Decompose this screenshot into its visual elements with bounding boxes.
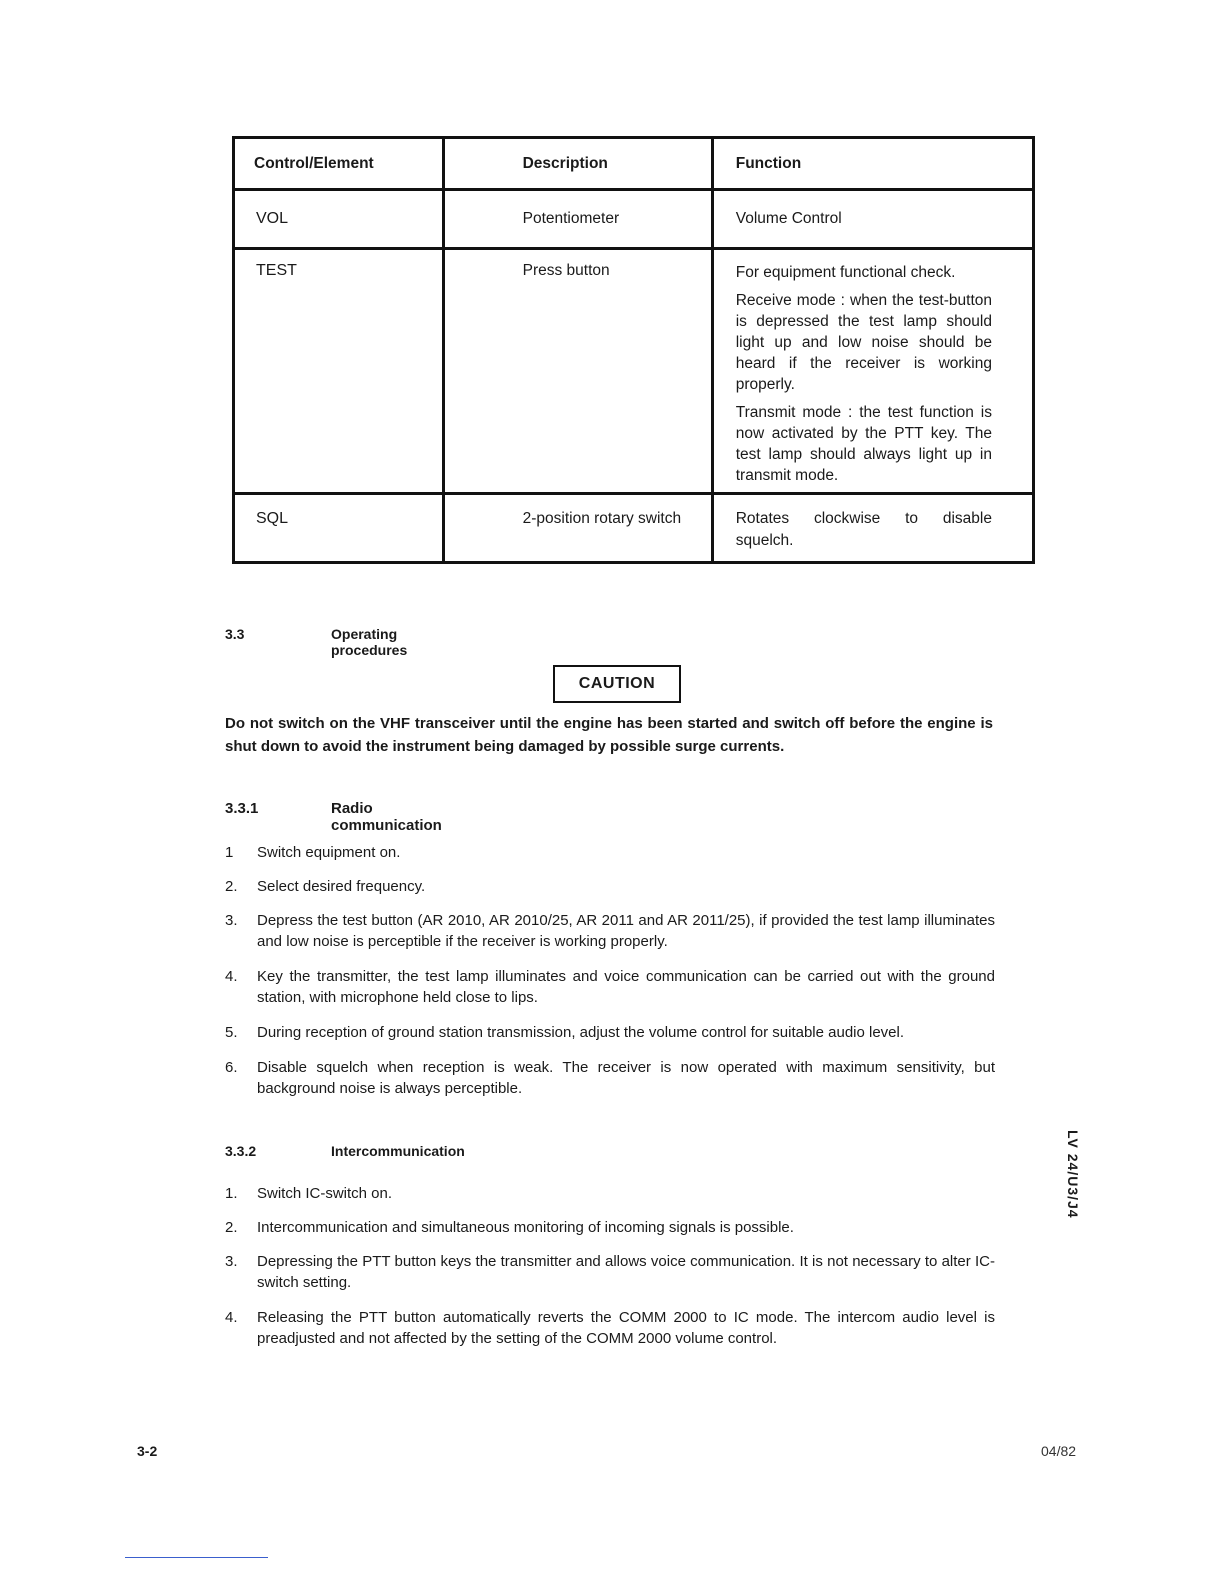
table-cell <box>712 494 1033 563</box>
step-number: 3. <box>225 912 238 929</box>
step-number: 1. <box>225 1185 238 1202</box>
page-number: 3-2 <box>137 1443 158 1459</box>
header-description: Description <box>522 154 608 172</box>
table-cell <box>234 249 444 494</box>
list-item <box>225 876 425 897</box>
step-text: Switch IC-switch on. <box>257 1185 393 1202</box>
step-text: Intercommunication and simultaneous monitoring of incoming signals is possible. <box>257 1219 794 1236</box>
step-number: 2. <box>225 1219 238 1236</box>
step-text: Switch equipment on. <box>257 844 401 861</box>
control-description: 2-position rotary switch <box>522 510 682 527</box>
table-cell <box>234 494 444 563</box>
table-cell <box>712 249 1033 494</box>
list-item <box>225 1022 904 1043</box>
list-item <box>225 1217 794 1238</box>
control-function <box>714 250 1032 492</box>
step-text: Key the transmitter, the test lamp illuminates and voice communication can be carried out with the ground station, with microphone held close to lips. <box>257 968 995 1006</box>
section-title: Operating procedures <box>331 626 408 658</box>
control-name: VOL <box>256 210 289 227</box>
list-item <box>225 1307 995 1349</box>
step-text: Depressing the PTT button keys the transmitter and allows voice communication. It is not necessary to alter IC-switch setting. <box>257 1253 995 1291</box>
table-header-cell <box>234 138 444 190</box>
table-cell <box>443 249 712 494</box>
table-header-row <box>234 138 1034 190</box>
section-number: 3.3.2 <box>225 1143 257 1159</box>
step-number: 3. <box>225 1253 238 1270</box>
bottom-divider <box>125 1557 268 1558</box>
control-function: Rotates clockwise to disable squelch. <box>735 510 992 549</box>
side-document-code: LV 24/U3/J4 <box>1065 1130 1081 1219</box>
table-cell <box>443 494 712 563</box>
table-cell <box>443 190 712 249</box>
control-name: TEST <box>256 262 297 279</box>
step-number: 4. <box>225 968 238 985</box>
control-function: Volume Control <box>735 210 842 227</box>
step-text: Disable squelch when reception is weak. The receiver is now operated with maximum sensitivity, but background noise is always perceptible. <box>257 1059 995 1097</box>
function-paragraph: For equipment functional check. <box>735 264 956 281</box>
step-number: 6. <box>225 1059 238 1076</box>
table-row <box>234 249 1034 494</box>
step-number: 2. <box>225 878 238 895</box>
table-header-cell <box>443 138 712 190</box>
section-number: 3.3 <box>225 626 245 642</box>
step-text: Select desired frequency. <box>257 878 426 895</box>
table-row <box>234 494 1034 563</box>
step-text: During reception of ground station transmission, adjust the volume control for suitable audio level. <box>257 1024 905 1041</box>
table-header-cell <box>712 138 1033 190</box>
list-item <box>225 966 995 1008</box>
control-description: Potentiometer <box>522 210 620 227</box>
list-item <box>225 842 400 863</box>
table-row <box>234 190 1034 249</box>
list-item <box>225 1183 392 1204</box>
list-item <box>225 1057 995 1099</box>
list-item <box>225 1251 995 1293</box>
caution-box: CAUTION <box>553 665 681 703</box>
table-cell <box>234 190 444 249</box>
step-number: 5. <box>225 1024 238 1041</box>
step-text: Releasing the PTT button automatically reverts the COMM 2000 to IC mode. The intercom audio level is preadjusted and not affected by the setting of the COMM 2000 volume control. <box>257 1309 995 1347</box>
step-number: 1 <box>225 844 234 861</box>
list-item <box>225 910 995 952</box>
control-name: SQL <box>256 510 289 527</box>
controls-table <box>232 136 1035 564</box>
step-text: Depress the test button (AR 2010, AR 2010/25, AR 2011 and AR 2011/25), if provided the test lamp illuminates and low noise is perceptible if the receiver is working properly. <box>257 912 995 950</box>
header-control: Control/Element <box>254 154 374 172</box>
caution-text: Do not switch on the VHF transceiver until the engine has been started and switch off before the engine is shut down to avoid the instrument being damaged by possible surge currents. <box>225 715 993 755</box>
function-paragraph: Receive mode : when the test-button is depressed the test lamp should light up and low noise should be heard if the receiver is working properly. <box>735 292 992 393</box>
step-number: 4. <box>225 1309 238 1326</box>
revision-date: 04/82 <box>1041 1443 1077 1459</box>
section-title: Intercommunication <box>331 1143 465 1159</box>
table-cell <box>712 190 1033 249</box>
section-number: 3.3.1 <box>225 800 259 817</box>
control-description: Press button <box>522 262 610 279</box>
function-paragraph: Transmit mode : the test function is now activated by the PTT key. The test lamp should always light up in transmit mode. <box>735 404 992 484</box>
header-function: Function <box>735 154 802 172</box>
section-title: Radio communication <box>331 800 442 834</box>
